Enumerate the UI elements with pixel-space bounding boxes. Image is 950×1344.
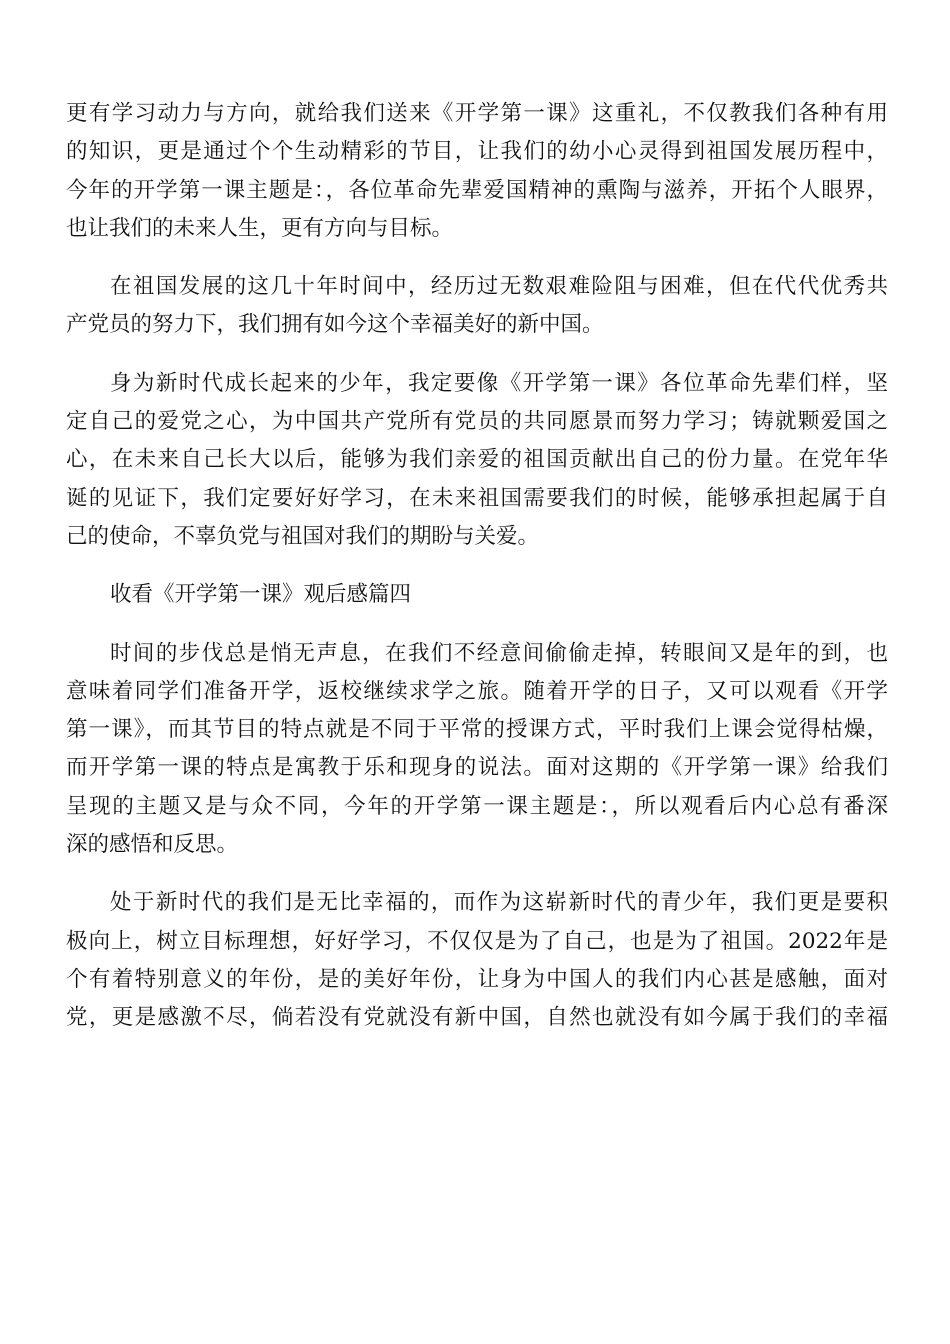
text-line: 深的感悟和反思。 bbox=[66, 832, 239, 858]
text-line: 也让我们的未来人生，更有方向与目标。 bbox=[66, 215, 454, 241]
text-line: 定自己的爱党之心，为中国共产党所有党员的共同愿景而努力学习；铸就颗爱国之 bbox=[66, 409, 888, 435]
text-line: 己的使命，不辜负党与祖国对我们的期盼与关爱。 bbox=[66, 523, 540, 549]
text-line: 身为新时代成长起来的少年，我定要像《开学第一课》各位革命先辈们样，坚 bbox=[110, 370, 888, 396]
text-line: 极向上，树立目标理想，好好学习，不仅仅是为了自己，也是为了祖国。2022年是 bbox=[66, 928, 888, 954]
text-line: 诞的见证下，我们定要好好学习，在未来祖国需要我们的时候，能够承担起属于自 bbox=[66, 485, 888, 511]
text-line: 处于新时代的我们是无比幸福的，而作为这崭新时代的青少年，我们更是要积 bbox=[110, 890, 888, 916]
paragraph-1 bbox=[66, 95, 888, 248]
text-line: 第一课》，而其节目的特点就是不同于平常的授课方式，平时我们上课会觉得枯燥， bbox=[66, 717, 888, 743]
text-line: 个有着特别意义的年份，是的美好年份，让身为中国人的我们内心甚是感触，面对 bbox=[66, 966, 888, 992]
text-line: 的知识，更是通过个个生动精彩的节目，让我们的幼小心灵得到祖国发展历程中， bbox=[66, 139, 888, 165]
text-line: 而开学第一课的特点是寓教于乐和现身的说法。面对这期的《开学第一课》给我们 bbox=[66, 755, 888, 781]
section-heading: 收看《开学第一课》观后感篇四 bbox=[110, 582, 412, 608]
paragraph-5 bbox=[66, 884, 888, 1037]
text-line: 意味着同学们准备开学，返校继续求学之旅。随着开学的日子，又可以观看《开学 bbox=[66, 678, 888, 704]
paragraph-3 bbox=[66, 365, 888, 556]
document-body bbox=[66, 95, 888, 1058]
text-line: 时间的步伐总是悄无声息，在我们不经意间偷偷走掉，转眼间又是年的到，也 bbox=[110, 640, 888, 666]
text-line: 更有学习动力与方向，就给我们送来《开学第一课》这重礼，不仅教我们各种有用 bbox=[66, 101, 888, 126]
text-line: 心，在未来自己长大以后，能够为我们亲爱的祖国贡献出自己的份力量。在党年华 bbox=[66, 447, 888, 473]
text-line: 党，更是感激不尽，倘若没有党就没有新中国，自然也就没有如今属于我们的幸福 bbox=[66, 1005, 888, 1031]
text-line: 今年的开学第一课主题是：，各位革命先辈爱国精神的熏陶与滋养，开拓个人眼界， bbox=[66, 177, 888, 203]
text-line: 在祖国发展的这几十年时间中，经历过无数艰难险阻与困难，但在代代优秀共 bbox=[110, 274, 888, 300]
paragraph-4 bbox=[66, 635, 888, 865]
paragraph-2 bbox=[66, 268, 888, 345]
text-line: 产党员的努力下，我们拥有如今这个幸福美好的新中国。 bbox=[66, 312, 604, 338]
text-line: 呈现的主题又是与众不同，今年的开学第一课主题是：，所以观看后内心总有番深 bbox=[66, 793, 888, 819]
